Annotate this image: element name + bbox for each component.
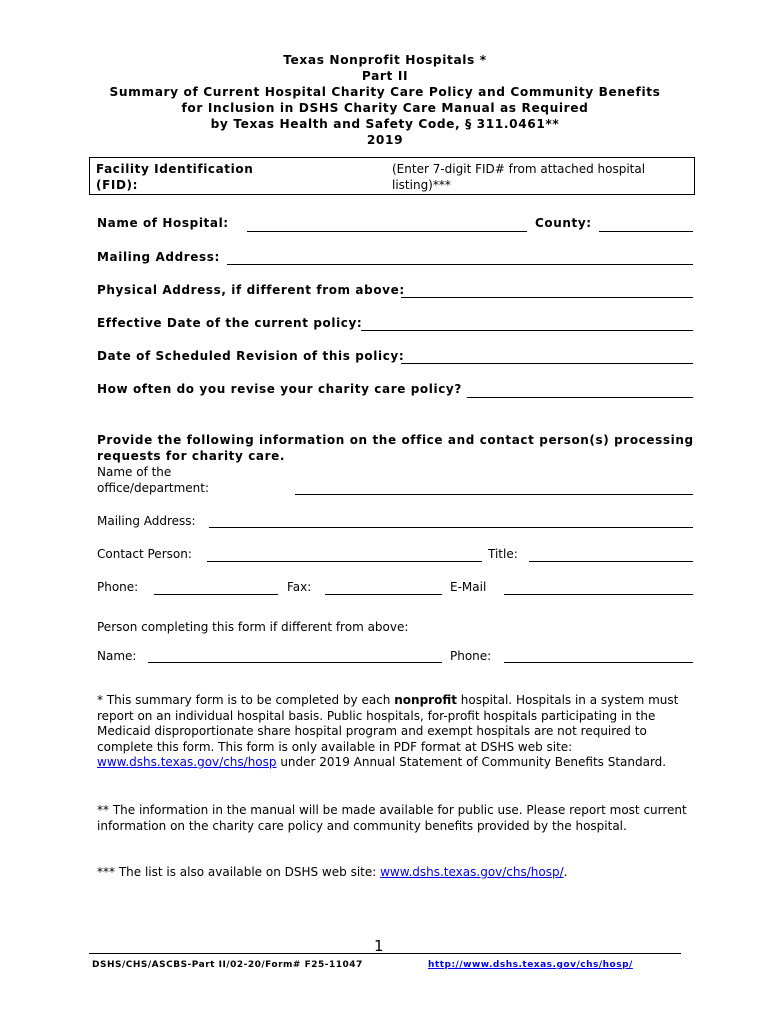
hospital-name-field[interactable] [247,231,527,232]
contact-fax-label: Fax: [287,580,312,594]
revise-frequency-field[interactable] [467,397,693,398]
office-label-line-1: Name of the [97,465,172,479]
fid-note [392,161,692,193]
mailing-address-label: Mailing Address: [97,250,220,264]
fid-label [96,161,253,193]
title-line-5: by Texas Health and Safety Code, § 311.0461** [210,117,560,131]
contact-email-label: E-Mail [450,580,487,594]
contact-section-heading [97,432,694,464]
title-line-3: Summary of Current Hospital Charity Care Policy and Community Benefits [109,85,661,99]
form-title [0,52,770,148]
completer-name-field[interactable] [148,662,442,663]
revise-frequency-label: How often do you revise your charity care policy? [97,382,462,396]
county-label: County: [535,216,592,230]
contact-heading-line-2: requests for charity care. [97,449,286,463]
office-label-line-2: office/department: [97,481,210,495]
footer-url[interactable]: http://www.dshs.texas.gov/chs/hosp/ [428,960,633,970]
contact-phone-label: Phone: [97,580,139,594]
note-1-text-b: hospital. Hospitals in a system must report on an individual hospital basis. Public hospitals, for-profit hospitals participating in the Medicaid disproportionate share hospital program and exempt hospitals are not required to complete this form. This form is only available in PDF format at DSHS web site: [97,693,679,754]
office-label [97,464,209,496]
physical-address-field[interactable] [401,297,693,298]
office-field[interactable] [295,494,693,495]
title-line-1: Texas Nonprofit Hospitals * [283,53,487,67]
note-3-text-b: . [563,865,568,879]
contact-mailing-address-field[interactable] [209,527,693,528]
contact-title-label: Title: [488,547,518,561]
contact-person-label: Contact Person: [97,547,192,561]
contact-title-field[interactable] [529,561,693,562]
note-2: ** The information in the manual will be made available for public use. Please report most current information on the charity care policy and community benefits provided by the hospital. [97,803,687,833]
fid-box[interactable] [89,157,695,195]
contact-fax-field[interactable] [325,594,442,595]
mailing-address-field[interactable] [227,264,693,265]
note-1 [97,693,697,771]
note-3-link[interactable]: www.dshs.texas.gov/chs/hosp/ [380,865,564,879]
physical-address-label: Physical Address, if different from above: [97,283,405,297]
completer-name-label: Name: [97,649,137,663]
contact-person-field[interactable] [207,561,482,562]
contact-heading-line-1: Provide the following information on the office and contact person(s) processing [97,433,694,447]
completer-phone-label: Phone: [450,649,492,663]
page-number: 1 [374,937,384,955]
note-1-text-a: * This summary form is to be completed by each [97,693,395,707]
fid-note-line-2: listing)*** [392,178,451,192]
note-1-link[interactable]: www.dshs.texas.gov/chs/hosp [97,755,277,769]
contact-mailing-address-label: Mailing Address: [97,514,196,528]
contact-email-field[interactable] [504,594,693,595]
contact-phone-field[interactable] [154,594,278,595]
fid-label-line-1: Facility Identification [96,162,254,176]
footer-form-id: DSHS/CHS/ASCBS-Part II/02-20/Form# F25-11047 [92,960,363,970]
completer-heading: Person completing this form if different from above: [97,620,409,634]
fid-label-line-2: (FID): [96,178,138,192]
title-line-4: for Inclusion in DSHS Charity Care Manual as Required [181,101,589,115]
note-3-text-a: *** The list is also available on DSHS web site: [97,865,381,879]
completer-phone-field[interactable] [504,662,693,663]
hospital-name-label: Name of Hospital: [97,216,229,230]
note-1-bold: nonprofit [394,693,457,707]
county-field[interactable] [599,231,693,232]
footer-divider [89,953,681,954]
effective-date-field[interactable] [361,330,693,331]
effective-date-label: Effective Date of the current policy: [97,316,363,330]
note-1-text-c: under 2019 Annual Statement of Community Benefits Standard. [276,755,667,769]
title-line-6: 2019 [366,133,404,147]
revision-date-label: Date of Scheduled Revision of this policy: [97,349,405,363]
note-3 [97,865,697,881]
title-line-2: Part II [361,69,409,83]
fid-note-line-1: (Enter 7-digit FID# from attached hospital [392,162,646,176]
revision-date-field[interactable] [401,363,693,364]
